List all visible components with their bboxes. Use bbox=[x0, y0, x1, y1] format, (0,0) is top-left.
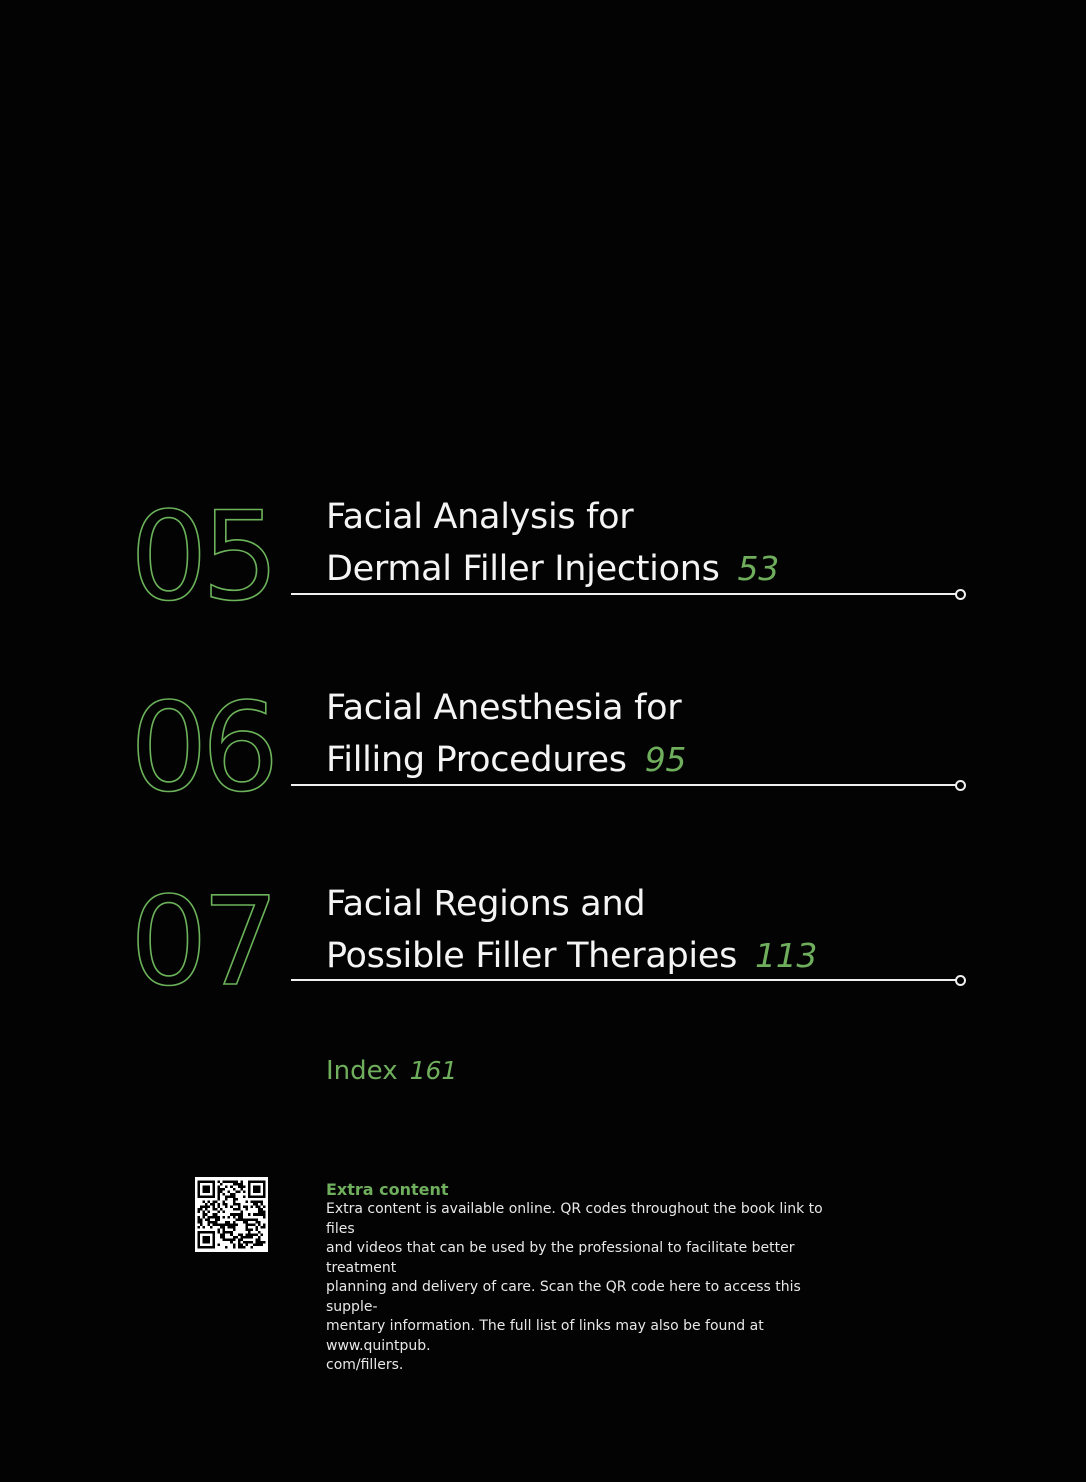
chapter-title-line2: Filling Procedures bbox=[326, 740, 627, 780]
qr-code-graphic bbox=[195, 1177, 268, 1252]
index-page-number: 161 bbox=[409, 1056, 458, 1085]
divider-end-circle-icon bbox=[955, 975, 966, 986]
extra-content-line: Extra content is available online. QR codes throughout the book link to files bbox=[326, 1201, 823, 1237]
extra-content-line: planning and delivery of care. Scan the QR code here to access this supple- bbox=[326, 1279, 801, 1315]
chapter-page-number: 95 bbox=[644, 740, 687, 779]
extra-content-body bbox=[326, 1200, 846, 1376]
chapter-number: 06 bbox=[130, 677, 274, 819]
chapter-title-line1: Facial Analysis for bbox=[326, 497, 634, 537]
qr-code-icon[interactable] bbox=[195, 1177, 268, 1252]
extra-content-heading: Extra content bbox=[326, 1180, 449, 1199]
chapter-title bbox=[326, 683, 686, 786]
index-label: Index bbox=[326, 1056, 398, 1086]
extra-content-line: com/fillers. bbox=[326, 1357, 404, 1373]
chapter-title-line1: Facial Anesthesia for bbox=[326, 688, 682, 728]
toc-entry-chapter-05[interactable] bbox=[0, 486, 1086, 642]
chapter-title-line2: Possible Filler Therapies bbox=[326, 936, 738, 976]
chapter-page-number: 113 bbox=[755, 936, 818, 975]
divider-end-circle-icon bbox=[955, 589, 966, 600]
chapter-divider-line bbox=[291, 784, 956, 786]
toc-entry-chapter-06[interactable] bbox=[0, 677, 1086, 833]
chapter-title bbox=[326, 879, 817, 982]
chapter-divider-line bbox=[291, 979, 956, 981]
chapter-number: 07 bbox=[130, 871, 274, 1013]
toc-entry-index[interactable] bbox=[326, 1056, 457, 1086]
chapter-title-line1: Facial Regions and bbox=[326, 884, 646, 924]
chapter-number: 05 bbox=[130, 486, 274, 628]
chapter-divider-line bbox=[291, 593, 956, 595]
chapter-title-line2: Dermal Filler Injections bbox=[326, 549, 720, 589]
divider-end-circle-icon bbox=[955, 780, 966, 791]
chapter-title bbox=[326, 492, 779, 595]
extra-content-line: mentary information. The full list of links may also be found at www.quintpub. bbox=[326, 1318, 764, 1354]
extra-content-line: and videos that can be used by the professional to facilitate better treatment bbox=[326, 1240, 795, 1276]
chapter-page-number: 53 bbox=[737, 549, 779, 588]
toc-entry-chapter-07[interactable] bbox=[0, 871, 1086, 1029]
